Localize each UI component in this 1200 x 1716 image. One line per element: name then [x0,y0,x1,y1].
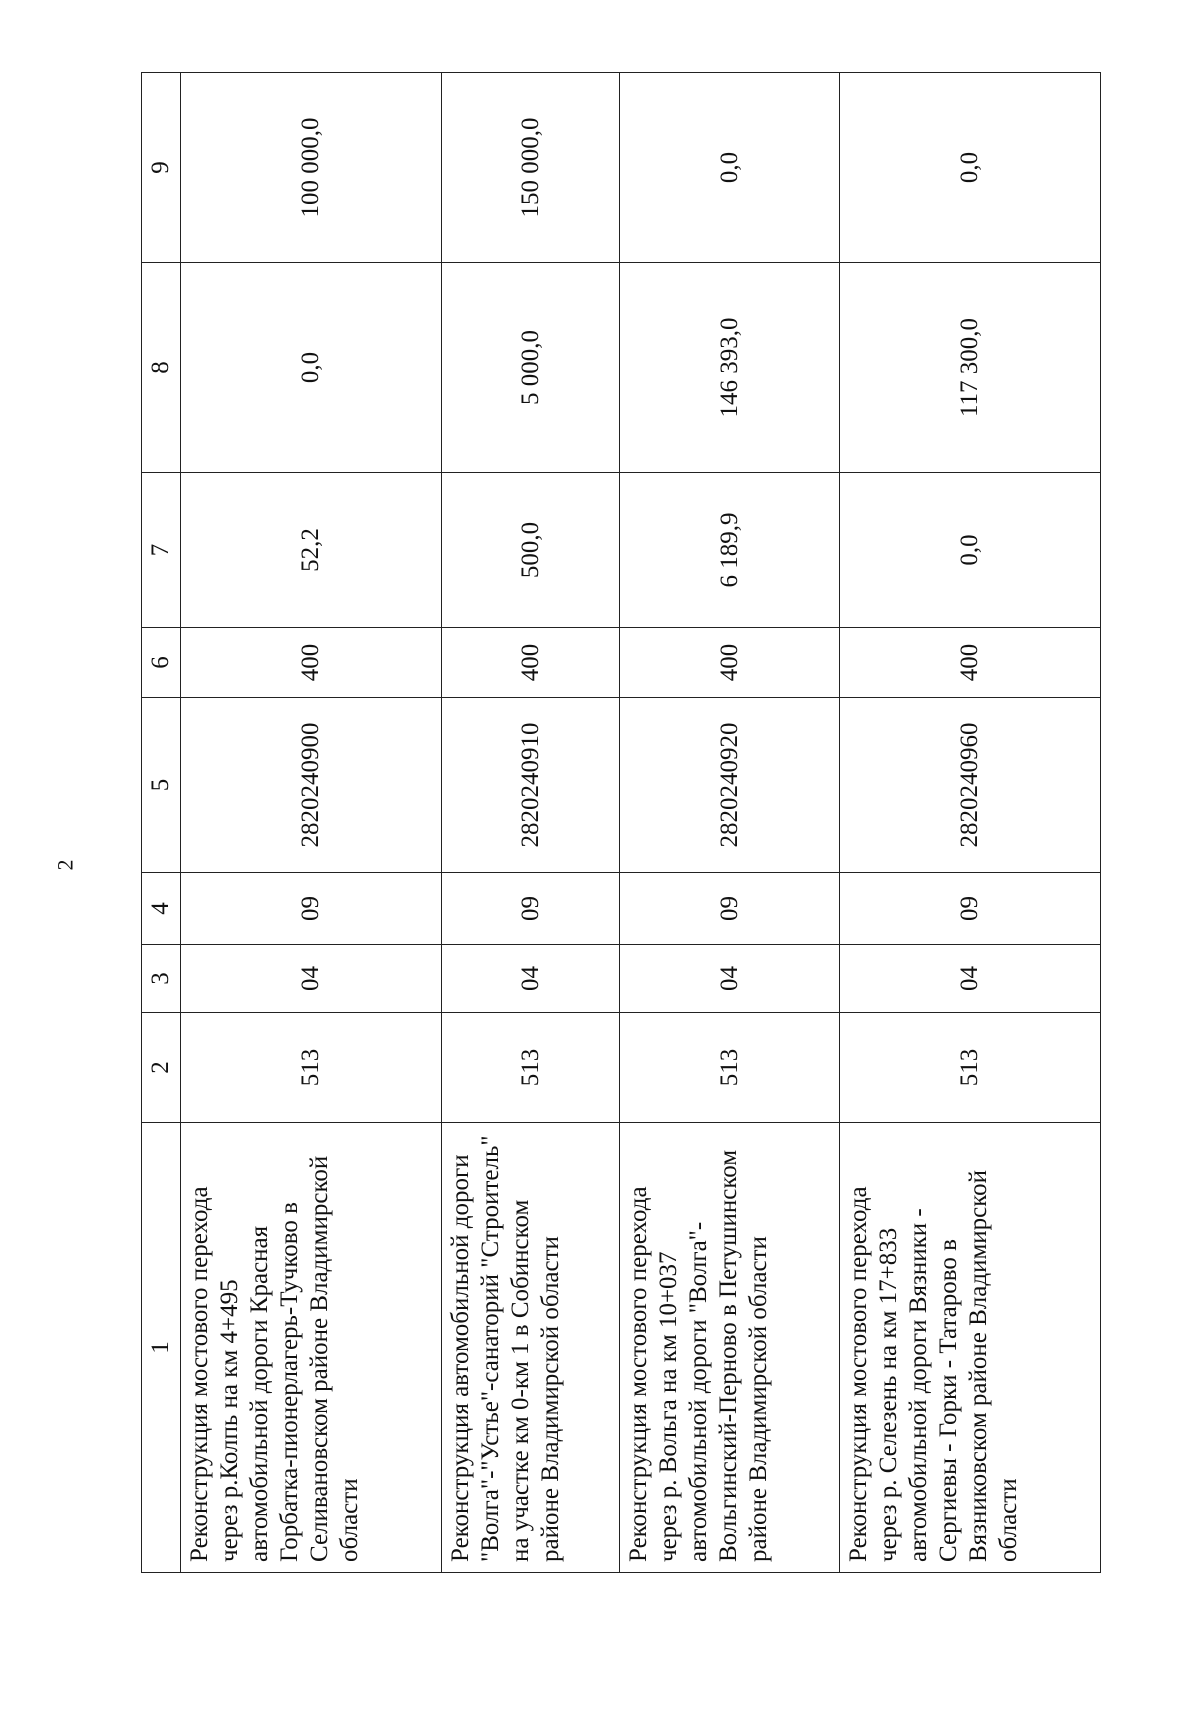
header-cell-5: 5 [142,698,181,873]
cell-col9: 0,0 [620,73,840,263]
cell-col9: 150 000,0 [442,73,620,263]
cell-col2: 513 [620,1013,840,1123]
cell-col2: 513 [839,1013,1100,1123]
cell-col7: 6 189,9 [620,473,840,628]
cell-col6: 400 [442,628,620,698]
header-cell-9: 9 [142,73,181,263]
row-description: Реконструкция мостового перехода через р. Селезень на км 17+833 автомобильной дороги Вязники - Сергиевы - Горки - Татарово в Вязниковском районе Владимирской области [839,1123,1100,1573]
row-description: Реконструкция мостового перехода через р. Вольга на км 10+037 автомобильной дороги "Волга"-Вольгинский-Перново в Петушинском районе Владимирской области [620,1123,840,1573]
header-cell-6: 6 [142,628,181,698]
header-cell-7: 7 [142,473,181,628]
header-cell-8: 8 [142,263,181,473]
rotated-table-frame [141,73,1101,1573]
cell-col5: 2820240960 [839,698,1100,873]
table-row [620,73,840,1573]
cell-col3: 04 [839,945,1100,1013]
page-number: 2 [52,859,78,871]
cell-col9: 100 000,0 [181,73,442,263]
header-row [142,73,181,1573]
row-description: Реконструкция автомобильной дороги "Волга"-"Устье"-санаторий "Строитель" на участке км 0-км 1 в Собинском районе Владимирской области [442,1123,620,1573]
row-description: Реконструкция мостового перехода через р.Колпь на км 4+495 автомобильной дороги Красная Горбатка-пионерлагерь-Тучково в Селивановском районе Владимирской области [181,1123,442,1573]
header-cell-4: 4 [142,873,181,945]
cell-col7: 52,2 [181,473,442,628]
budget-table-container [141,73,1101,1573]
cell-col6: 400 [839,628,1100,698]
cell-col5: 2820240920 [620,698,840,873]
cell-col8: 117 300,0 [839,263,1100,473]
cell-col3: 04 [620,945,840,1013]
cell-col5: 2820240900 [181,698,442,873]
cell-col8: 0,0 [181,263,442,473]
header-cell-2: 2 [142,1013,181,1123]
cell-col3: 04 [442,945,620,1013]
cell-col4: 09 [442,873,620,945]
table-row [181,73,442,1573]
cell-col6: 400 [620,628,840,698]
header-cell-1: 1 [142,1123,181,1573]
cell-col8: 146 393,0 [620,263,840,473]
table-row [442,73,620,1573]
cell-col5: 2820240910 [442,698,620,873]
cell-col6: 400 [181,628,442,698]
cell-col7: 500,0 [442,473,620,628]
cell-col8: 5 000,0 [442,263,620,473]
cell-col4: 09 [181,873,442,945]
header-cell-3: 3 [142,945,181,1013]
budget-table [141,72,1101,1573]
cell-col3: 04 [181,945,442,1013]
cell-col4: 09 [620,873,840,945]
cell-col9: 0,0 [839,73,1100,263]
cell-col4: 09 [839,873,1100,945]
table-row [839,73,1100,1573]
cell-col2: 513 [442,1013,620,1123]
cell-col7: 0,0 [839,473,1100,628]
cell-col2: 513 [181,1013,442,1123]
